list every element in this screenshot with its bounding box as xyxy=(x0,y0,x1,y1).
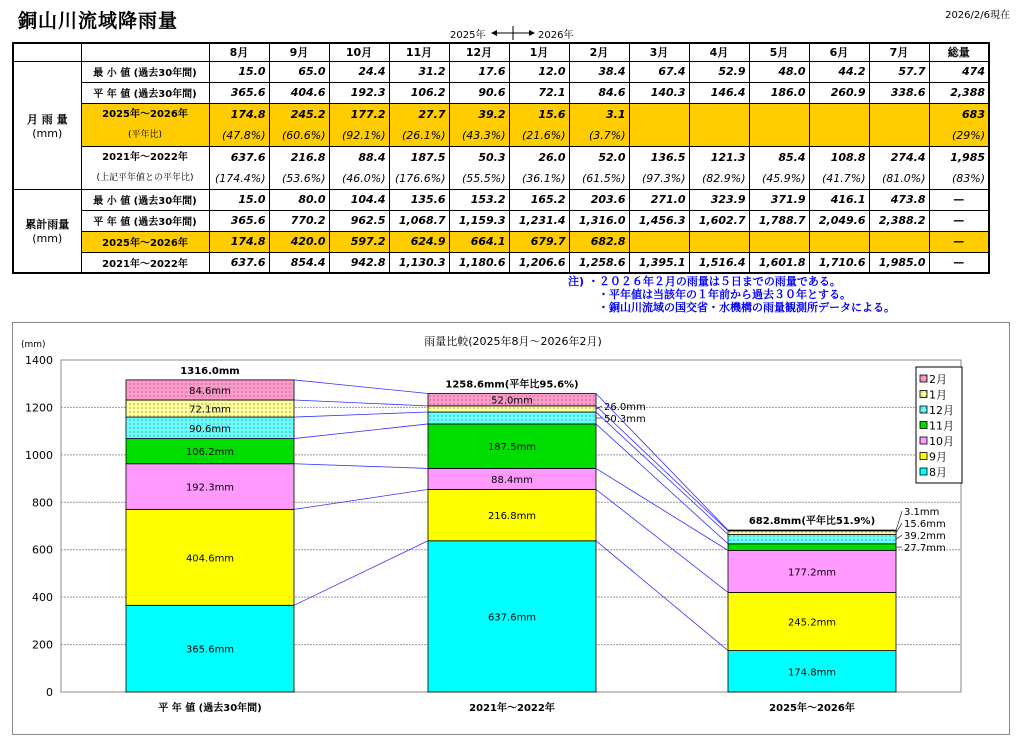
value: 136.5 xyxy=(650,150,686,164)
y-tick-label: 0 xyxy=(46,686,53,699)
value-cell: 682.8 xyxy=(569,231,629,252)
x-category-label: 2021年～2022年 xyxy=(469,703,555,714)
group2-unit: (mm) xyxy=(32,232,63,246)
x-category-label: 平 年 値 (過去30年間) xyxy=(158,703,262,714)
ratio: (36.1%) xyxy=(521,171,566,185)
segment-label: 404.6mm xyxy=(185,553,235,565)
value: 85.4 xyxy=(778,150,806,164)
bar-segment-11月 xyxy=(728,544,896,551)
value-cell: 24.4 xyxy=(329,61,389,82)
month-header: 9月 xyxy=(269,43,329,61)
value-cell: 404.6 xyxy=(269,82,329,103)
bar-segment-1月 xyxy=(428,406,596,412)
value-cell: 1,206.6 xyxy=(509,252,569,273)
rainfall-comparison-chart xyxy=(12,322,1010,735)
value-cell: — xyxy=(929,231,989,252)
value-cell xyxy=(209,103,269,146)
y-tick-label: 1200 xyxy=(25,401,53,415)
row-label xyxy=(81,103,209,146)
segment-label: 26.0mm xyxy=(604,401,646,413)
value-cell: 365.6 xyxy=(209,82,269,103)
value-cell: 67.4 xyxy=(629,61,689,82)
value-cell xyxy=(569,103,629,146)
note: 注) ・２０２６年２月の雨量は５日までの雨量である。 xyxy=(568,275,841,288)
ratio xyxy=(750,125,809,146)
legend-swatch xyxy=(920,437,927,444)
value-cell: — xyxy=(929,252,989,273)
year-to: 2026年 xyxy=(538,30,574,41)
month-header: 10月 xyxy=(329,43,389,61)
value-cell xyxy=(629,146,689,189)
value-cell: 2,049.6 xyxy=(809,210,869,231)
ratio: (46.0%) xyxy=(341,171,386,185)
value-cell: 186.0 xyxy=(749,82,809,103)
value-cell: 1,130.3 xyxy=(389,252,449,273)
month-header: 5月 xyxy=(749,43,809,61)
value-cell: 44.2 xyxy=(809,61,869,82)
value-cell: 962.5 xyxy=(329,210,389,231)
value-cell xyxy=(749,146,809,189)
value: 637.6 xyxy=(230,150,266,164)
value-cell: 65.0 xyxy=(269,61,329,82)
value xyxy=(810,104,869,125)
value-cell xyxy=(329,146,389,189)
segment-label: 90.6mm xyxy=(189,423,231,435)
double-arrow-icon xyxy=(491,26,535,40)
year-range xyxy=(450,26,590,40)
y-axis-label: (mm) xyxy=(21,340,46,350)
bar-segment-12月 xyxy=(728,535,896,544)
value-cell: 597.2 xyxy=(329,231,389,252)
ratio: (60.6%) xyxy=(281,128,326,142)
value-cell: 1,788.7 xyxy=(749,210,809,231)
value-cell xyxy=(869,231,929,252)
month-header: 12月 xyxy=(449,43,509,61)
connector-line xyxy=(294,412,428,417)
value-cell: 1,316.0 xyxy=(569,210,629,231)
value-cell: 140.3 xyxy=(629,82,689,103)
ratio: (45.9%) xyxy=(761,171,806,185)
value-cell: 80.0 xyxy=(269,189,329,210)
value-cell xyxy=(389,103,449,146)
value-cell: 1,068.7 xyxy=(389,210,449,231)
ratio: (26.1%) xyxy=(401,128,446,142)
y-tick-label: 1400 xyxy=(25,354,53,367)
value-cell: 38.4 xyxy=(569,61,629,82)
year-from: 2025年 xyxy=(450,30,486,41)
value-cell xyxy=(689,231,749,252)
value-cell: 679.7 xyxy=(509,231,569,252)
value-cell: — xyxy=(929,210,989,231)
value-cell: 942.8 xyxy=(329,252,389,273)
group1-title: 月 雨 量 xyxy=(26,112,68,126)
value-cell xyxy=(689,103,749,146)
connector-line xyxy=(294,541,428,606)
value-cell xyxy=(269,146,329,189)
value-cell: 146.4 xyxy=(689,82,749,103)
legend-swatch xyxy=(920,468,927,475)
y-tick-label: 400 xyxy=(32,591,53,605)
table-row xyxy=(13,103,989,146)
total-label: 1316.0mm xyxy=(180,365,240,377)
ratio: (29%) xyxy=(951,128,985,142)
row-sublabel: (平年比) xyxy=(127,129,163,140)
chart-title: 雨量比較(2025年8月～2026年2月) xyxy=(424,335,602,348)
ratio: (97.3%) xyxy=(641,171,686,185)
legend-label: 9月 xyxy=(929,450,947,464)
connector-line xyxy=(596,406,728,531)
value-cell xyxy=(509,103,569,146)
legend-label: 12月 xyxy=(929,404,954,417)
value-cell xyxy=(629,231,689,252)
ratio: (3.7%) xyxy=(588,128,626,142)
segment-label: 106.2mm xyxy=(185,447,235,459)
value-cell: 1,180.6 xyxy=(449,252,509,273)
value: 174.8 xyxy=(230,107,266,121)
value: 108.8 xyxy=(830,150,866,164)
value xyxy=(870,104,929,125)
value-cell: 637.6 xyxy=(209,252,269,273)
connector-line xyxy=(596,424,728,544)
ratio: (55.5%) xyxy=(461,171,506,185)
value-cell: 153.2 xyxy=(449,189,509,210)
value-cell xyxy=(329,103,389,146)
note: ・平年値は当該年の１年前から過去３０年とする。 xyxy=(598,288,851,301)
month-header: 2月 xyxy=(569,43,629,61)
ratio: (61.5%) xyxy=(581,171,626,185)
value-cell: 84.6 xyxy=(569,82,629,103)
table-row xyxy=(13,61,989,82)
bar-segment-2月 xyxy=(728,530,896,531)
value-cell: 1,395.1 xyxy=(629,252,689,273)
value-cell: 90.6 xyxy=(449,82,509,103)
segment-label: 245.2mm xyxy=(787,617,837,629)
notes xyxy=(568,275,895,314)
group-label xyxy=(13,61,81,189)
value-cell: 1,258.6 xyxy=(569,252,629,273)
legend-swatch xyxy=(920,391,927,398)
connector-line xyxy=(294,424,428,439)
value-cell: 770.2 xyxy=(269,210,329,231)
value-cell xyxy=(749,231,809,252)
note: ・銅山川流域の国交省・水機構の雨量観測所データによる。 xyxy=(598,301,895,314)
row-label-text: 2021年～2022年 xyxy=(102,151,188,163)
segment-label: 192.3mm xyxy=(185,482,235,494)
value-cell: 323.9 xyxy=(689,189,749,210)
value: 1,985 xyxy=(950,150,985,164)
legend-swatch xyxy=(920,375,927,382)
value-cell xyxy=(269,103,329,146)
value-cell: 104.4 xyxy=(329,189,389,210)
value-cell xyxy=(629,103,689,146)
value-cell xyxy=(449,103,509,146)
value-cell: 17.6 xyxy=(449,61,509,82)
label-leader-line xyxy=(896,535,902,539)
value-cell xyxy=(449,146,509,189)
value-cell xyxy=(869,103,929,146)
connector-line xyxy=(596,489,728,592)
group-label xyxy=(13,189,81,273)
legend-swatch xyxy=(920,406,927,413)
value-cell: 1,602.7 xyxy=(689,210,749,231)
value-cell: 271.0 xyxy=(629,189,689,210)
y-tick-label: 200 xyxy=(32,638,53,652)
value xyxy=(750,104,809,125)
total-label: 682.8mm(平年比51.9%) xyxy=(748,516,876,528)
row-label-text: 2025年～2026年 xyxy=(102,108,188,120)
value-cell xyxy=(869,146,929,189)
value-cell: 12.0 xyxy=(509,61,569,82)
value-cell: 135.6 xyxy=(389,189,449,210)
table-row xyxy=(13,189,989,210)
value-cell xyxy=(749,103,809,146)
ratio: (92.1%) xyxy=(341,128,386,142)
value-cell: 474 xyxy=(929,61,989,82)
value-cell xyxy=(569,146,629,189)
segment-label: 52.0mm xyxy=(491,395,533,407)
value: 121.3 xyxy=(710,150,746,164)
connector-line xyxy=(294,464,428,469)
row-label: 最 小 値 (過去30年間) xyxy=(81,189,209,210)
segment-label: 88.4mm xyxy=(491,474,533,486)
value: 27.7 xyxy=(418,107,446,121)
ratio: (53.6%) xyxy=(281,171,326,185)
value-cell: 15.0 xyxy=(209,189,269,210)
header-blank xyxy=(81,43,209,61)
table-row xyxy=(13,231,989,252)
ratio: (174.4%) xyxy=(214,171,266,185)
row-label xyxy=(81,146,209,189)
value-cell: 1,159.3 xyxy=(449,210,509,231)
header-blank xyxy=(13,43,81,61)
value-cell: 1,710.6 xyxy=(809,252,869,273)
ratio: (81.0%) xyxy=(881,171,926,185)
row-label: 2025年～2026年 xyxy=(81,231,209,252)
value: 26.0 xyxy=(538,150,566,164)
value-cell xyxy=(929,103,989,146)
segment-label: 177.2mm xyxy=(787,567,837,579)
segment-label: 187.5mm xyxy=(487,442,537,454)
value-cell: 174.8 xyxy=(209,231,269,252)
value-cell: 192.3 xyxy=(329,82,389,103)
total-label: 1258.6mm(平年比95.6%) xyxy=(445,379,579,391)
value-cell xyxy=(689,146,749,189)
value: 187.5 xyxy=(410,150,446,164)
value: 3.1 xyxy=(606,107,626,121)
bar-segment-12月 xyxy=(428,412,596,424)
value-cell: 473.8 xyxy=(869,189,929,210)
segment-label: 174.8mm xyxy=(787,667,837,679)
month-header: 7月 xyxy=(869,43,929,61)
bar-segment-1月 xyxy=(728,531,896,535)
value-cell: 203.6 xyxy=(569,189,629,210)
table-row xyxy=(13,252,989,273)
y-tick-label: 1000 xyxy=(25,448,53,462)
legend-label: 10月 xyxy=(929,435,954,448)
value-cell: 624.9 xyxy=(389,231,449,252)
month-header: 4月 xyxy=(689,43,749,61)
value-cell: 1,231.4 xyxy=(509,210,569,231)
value: 245.2 xyxy=(290,107,326,121)
month-header: 1月 xyxy=(509,43,569,61)
value: 683 xyxy=(962,107,985,121)
header-row xyxy=(13,43,989,61)
ratio xyxy=(630,125,689,146)
value-cell: — xyxy=(929,189,989,210)
legend-label: 11月 xyxy=(929,419,954,433)
connector-line xyxy=(596,541,728,651)
segment-label: 27.7mm xyxy=(904,543,946,555)
month-header: 3月 xyxy=(629,43,689,61)
value-cell xyxy=(209,146,269,189)
segment-label: 15.6mm xyxy=(904,519,946,531)
legend-label: 8月 xyxy=(929,466,947,479)
table-row xyxy=(13,82,989,103)
ratio: (41.7%) xyxy=(821,171,866,185)
connector-line xyxy=(294,489,428,509)
chart-svg xyxy=(13,323,1011,736)
value-cell: 72.1 xyxy=(509,82,569,103)
legend-swatch xyxy=(920,453,927,460)
ratio: (43.3%) xyxy=(461,128,506,142)
value-cell: 57.7 xyxy=(869,61,929,82)
ratio: (21.6%) xyxy=(521,128,566,142)
value-cell xyxy=(929,146,989,189)
segment-label: 3.1mm xyxy=(904,507,940,519)
connector-line xyxy=(294,400,428,406)
ratio: (47.8%) xyxy=(221,128,266,142)
ratio: (176.6%) xyxy=(394,171,446,185)
value-cell: 52.9 xyxy=(689,61,749,82)
ratio: (82.9%) xyxy=(701,171,746,185)
month-header: 6月 xyxy=(809,43,869,61)
y-tick-label: 600 xyxy=(32,543,53,557)
month-header: 総量 xyxy=(929,43,989,61)
ratio xyxy=(690,125,749,146)
row-label: 最 小 値 (過去30年間) xyxy=(81,61,209,82)
value: 50.3 xyxy=(478,150,506,164)
legend-label: 2月 xyxy=(929,373,947,386)
segment-label: 50.3mm xyxy=(604,413,646,425)
legend-swatch xyxy=(920,422,927,429)
segment-label: 84.6mm xyxy=(189,385,231,397)
value-cell xyxy=(809,146,869,189)
value-cell xyxy=(809,231,869,252)
value-cell: 165.2 xyxy=(509,189,569,210)
group1-unit: (mm) xyxy=(32,126,63,140)
value: 177.2 xyxy=(350,107,386,121)
table-row xyxy=(13,146,989,189)
value-cell: 1,985.0 xyxy=(869,252,929,273)
value-cell: 854.4 xyxy=(269,252,329,273)
rainfall-table xyxy=(12,42,990,274)
value-cell: 260.9 xyxy=(809,82,869,103)
value-cell xyxy=(509,146,569,189)
month-header: 11月 xyxy=(389,43,449,61)
value-cell: 365.6 xyxy=(209,210,269,231)
value: 88.4 xyxy=(358,150,386,164)
value-cell: 15.0 xyxy=(209,61,269,82)
segment-label: 216.8mm xyxy=(487,511,537,523)
value-cell: 371.9 xyxy=(749,189,809,210)
legend-label: 1月 xyxy=(929,388,947,402)
x-category-label: 2025年～2026年 xyxy=(769,703,855,714)
ratio: (83%) xyxy=(951,171,985,185)
segment-label: 39.2mm xyxy=(904,531,946,543)
value: 39.2 xyxy=(478,107,506,121)
value: 274.4 xyxy=(890,150,926,164)
row-label: 平 年 値 (過去30年間) xyxy=(81,210,209,231)
value-cell: 31.2 xyxy=(389,61,449,82)
as-of-date: 2026/2/6現在 xyxy=(945,10,1010,21)
value-cell: 420.0 xyxy=(269,231,329,252)
value-cell: 48.0 xyxy=(749,61,809,82)
row-label: 2021年～2022年 xyxy=(81,252,209,273)
month-header: 8月 xyxy=(209,43,269,61)
value-cell xyxy=(389,146,449,189)
ratio xyxy=(810,125,869,146)
segment-label: 365.6mm xyxy=(185,644,235,656)
value-cell: 106.2 xyxy=(389,82,449,103)
value-cell: 664.1 xyxy=(449,231,509,252)
row-sublabel: (上記平年値との平年比) xyxy=(96,172,194,183)
value-cell: 338.6 xyxy=(869,82,929,103)
y-tick-label: 800 xyxy=(32,496,53,510)
ratio xyxy=(870,125,929,146)
segment-label: 637.6mm xyxy=(487,612,537,624)
value-cell: 2,388.2 xyxy=(869,210,929,231)
row-label: 平 年 値 (過去30年間) xyxy=(81,82,209,103)
value: 52.0 xyxy=(598,150,626,164)
value xyxy=(630,104,689,125)
connector-line xyxy=(596,412,728,534)
value: 15.6 xyxy=(538,107,566,121)
value-cell xyxy=(809,103,869,146)
value-cell: 1,516.4 xyxy=(689,252,749,273)
table-row xyxy=(13,210,989,231)
value-cell: 2,388 xyxy=(929,82,989,103)
value: 216.8 xyxy=(290,150,326,164)
connector-line xyxy=(294,380,428,394)
page-title: 銅山川流域降雨量 xyxy=(18,10,179,32)
value-cell: 416.1 xyxy=(809,189,869,210)
segment-label: 72.1mm xyxy=(189,404,231,416)
group2-title: 累計雨量 xyxy=(25,218,70,232)
value-cell: 1,456.3 xyxy=(629,210,689,231)
value-cell: 1,601.8 xyxy=(749,252,809,273)
value xyxy=(690,104,749,125)
